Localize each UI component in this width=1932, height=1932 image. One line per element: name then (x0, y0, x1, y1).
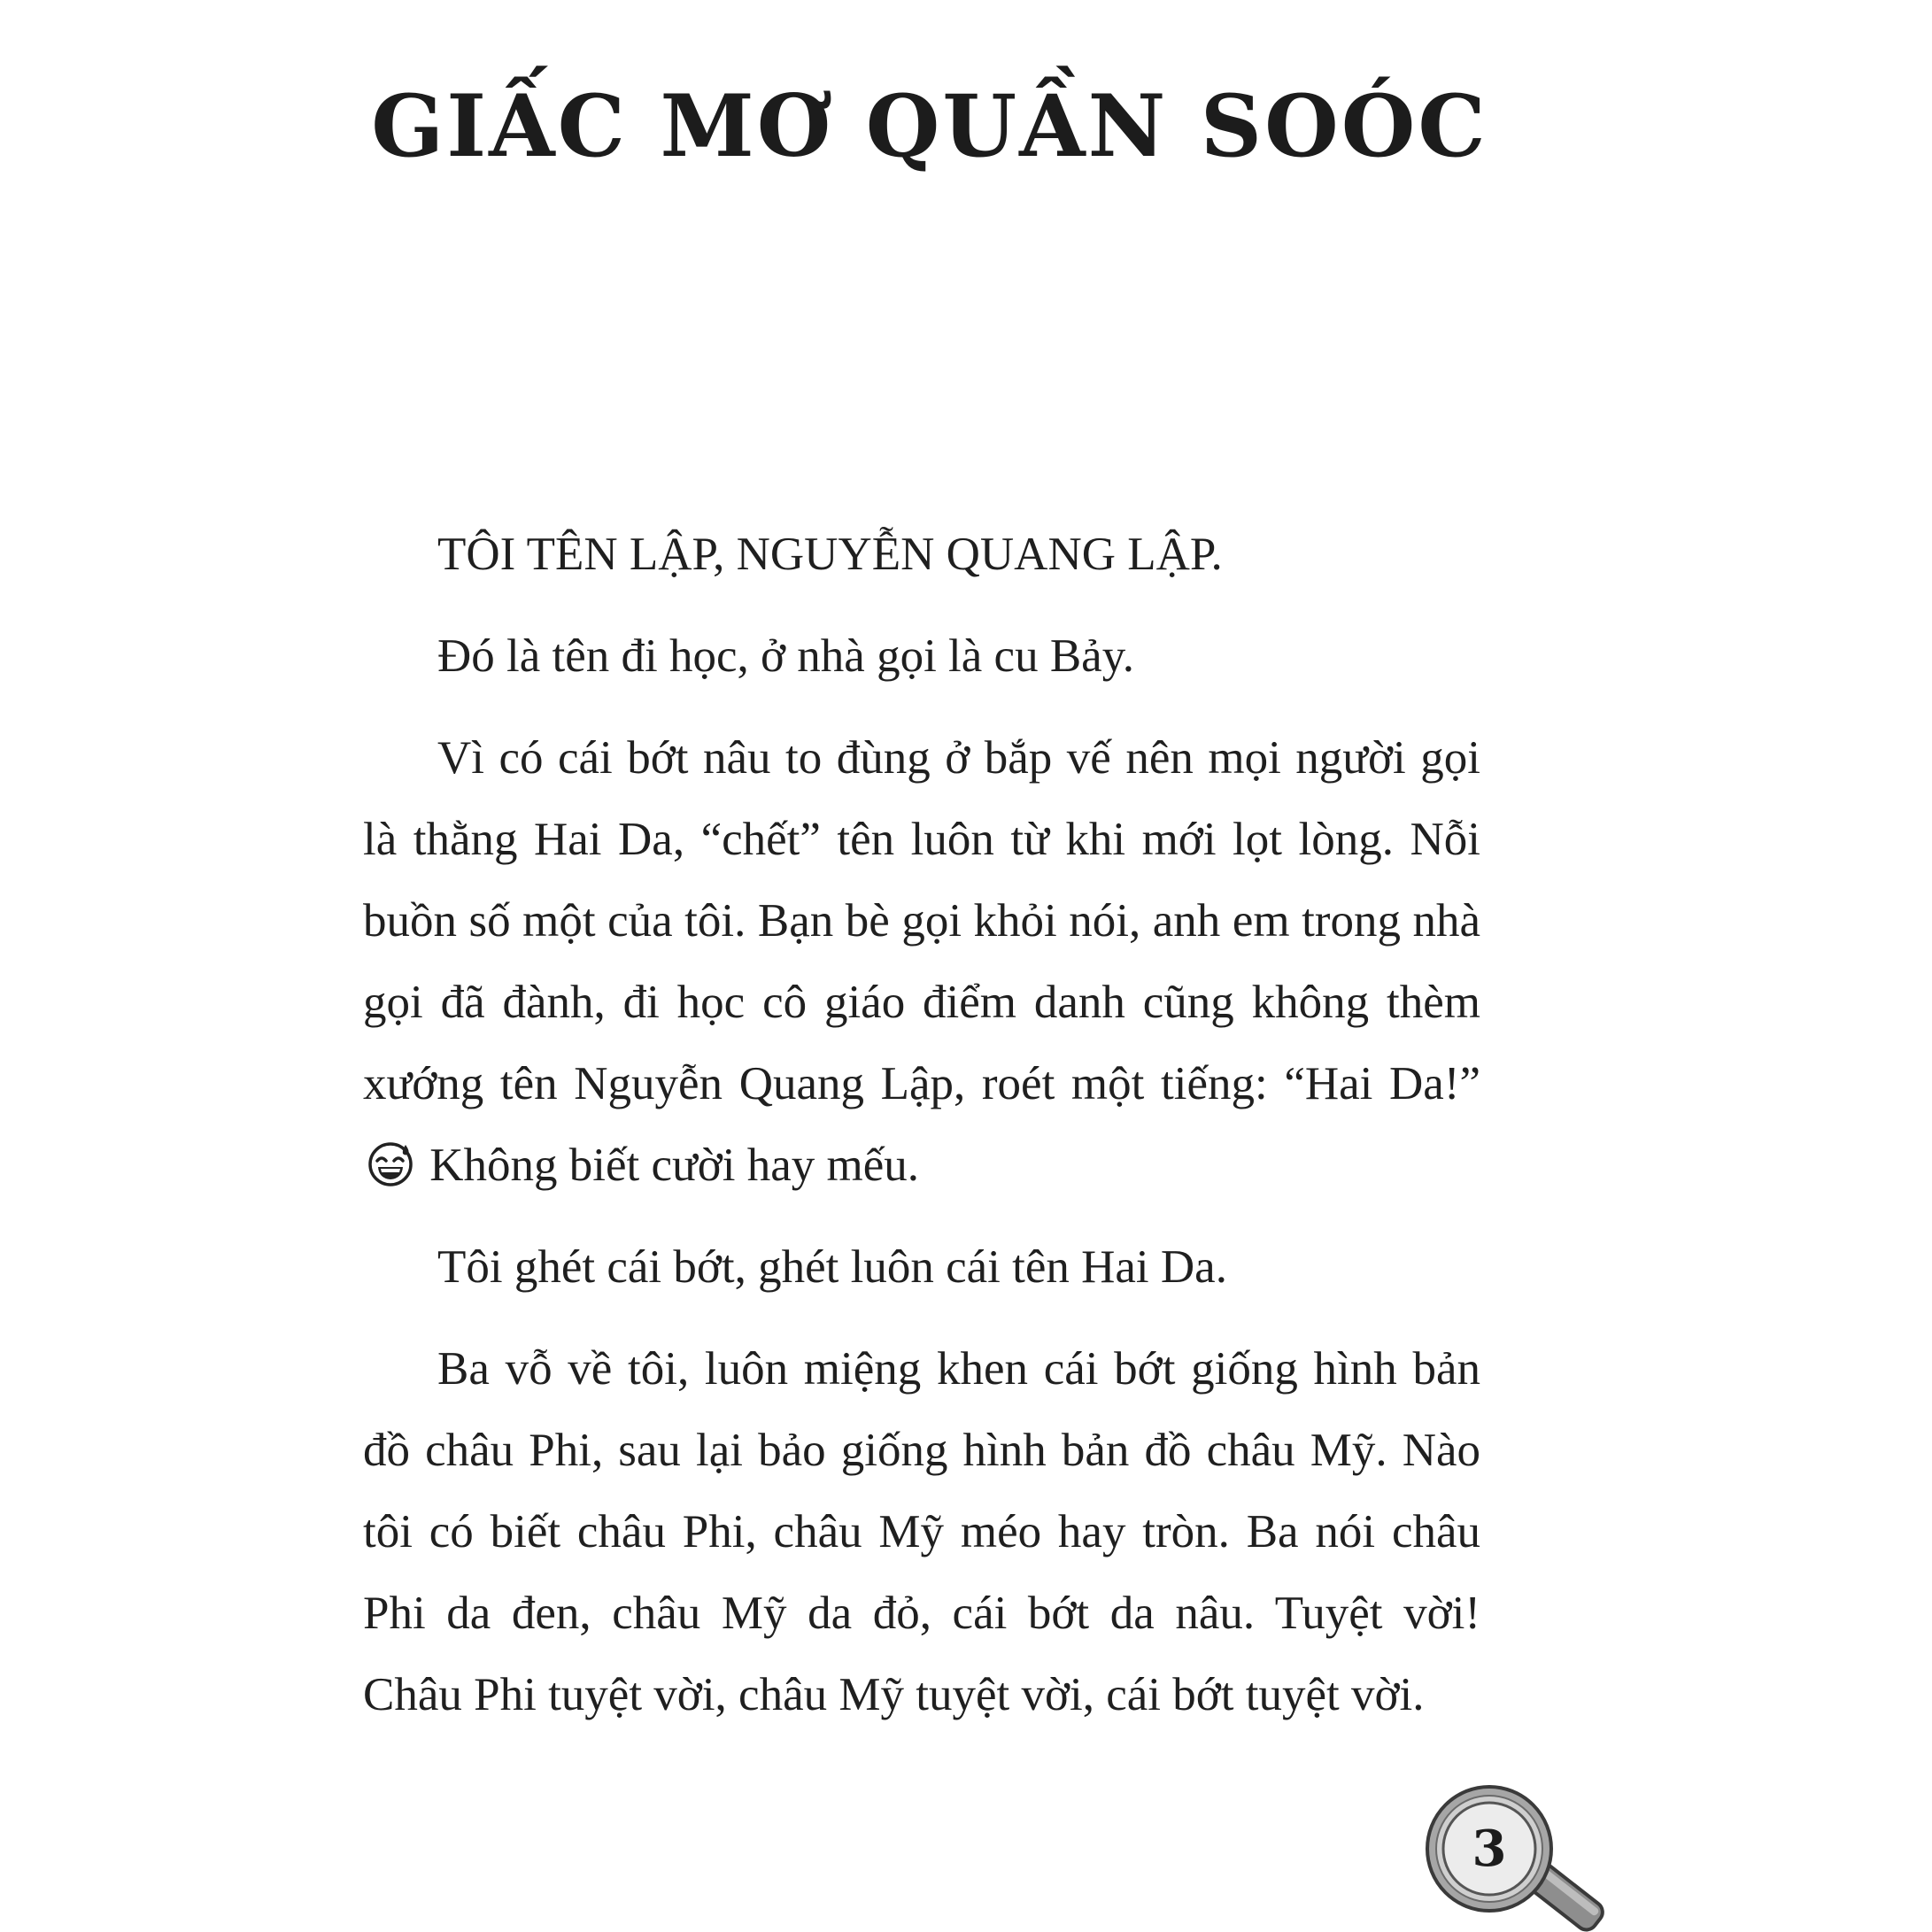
chapter-title: GIẤC MƠ QUẦN SOÓC (371, 76, 1488, 176)
paragraph-3-text-start: Vì có cái bớt nâu to đùng ở bắp vế nên mọi người gọi là thằng Hai Da, “chết” tên luôn từ khi mới lọt lòng. Nỗi buồn số một của tôi. Bạn bè gọi khỏi nói, anh em trong nhà gọi đã đành, đi học cô giáo điểm danh cũng không thèm xướng tên Nguyễn Quang Lập, roét một tiếng: “Hai Da!” (363, 732, 1480, 1109)
grinning-sweat-face-icon (367, 1140, 414, 1187)
chapter-body (363, 514, 1480, 1756)
paragraph-3-text-end: Không biết cười hay mếu. (429, 1140, 920, 1191)
paragraph-3 (363, 717, 1480, 1206)
paragraph-5: Ba vỗ về tôi, luôn miệng khen cái bớt giống hình bản đồ châu Phi, sau lại bảo giống hình bản đồ châu Mỹ. Nào tôi có biết châu Phi, châu Mỹ méo hay tròn. Ba nói châu Phi da đen, châu Mỹ da đỏ, cái bớt da nâu. Tuyệt vời! Châu Phi tuyệt vời, châu Mỹ tuyệt vời, cái bớt tuyệt vời. (363, 1343, 1480, 1720)
page-number: 3 (1472, 1820, 1507, 1878)
paragraph-2: Đó là tên đi học, ở nhà gọi là cu Bảy. (437, 630, 1135, 682)
paragraph-4: Tôi ghét cái bớt, ghét luôn cái tên Hai Da. (437, 1241, 1227, 1293)
paragraph-1: TÔI TÊN LẬP, NGUYỄN QUANG LẬP. (437, 529, 1223, 580)
